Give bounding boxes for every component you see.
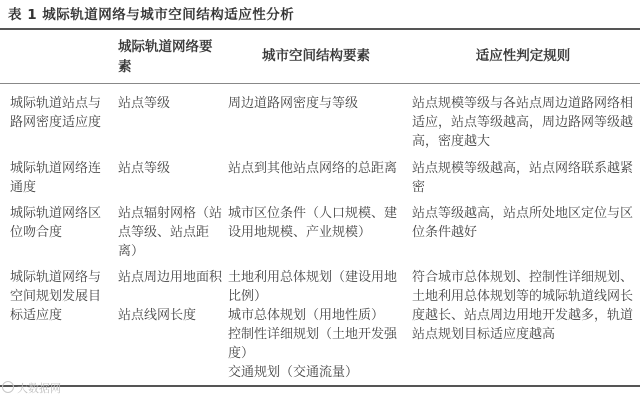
row2-rule: 站点规模等级越高，站点网络联系越紧密 (412, 161, 634, 195)
row3-indicator: 城际轨道网络区位吻合度 (10, 206, 102, 240)
header-spatial-elements: 城市空间结构要素 (262, 48, 370, 64)
watermark-logo-icon (2, 381, 14, 393)
header-rule (0, 83, 640, 84)
row2-spatial-element: 站点到其他站点网络的总距离 (228, 161, 398, 176)
bottom-rule (0, 385, 640, 387)
row1-indicator: 城际轨道站点与路网密度适应度 (10, 96, 102, 130)
row4-network-element-length: 站点线网长度 (118, 308, 197, 323)
top-rule (0, 28, 640, 30)
row1-network-element: 站点等级 (118, 96, 171, 111)
row4-rule: 符合城市总体规划、控制性详细规划、土地利用总体规划等的城际轨道线网长度越长、站点周边用地开发越多，轨道站点规划目标适应度越高 (412, 270, 634, 342)
row4-spatial-traffic-plan: 交通规划（交通流量） (228, 365, 359, 380)
watermark-text: 大数据网 (17, 382, 61, 395)
row3-spatial-element: 城市区位条件（人口规模、建设用地规模、产业规模） (228, 206, 398, 240)
row4-spatial-land-use: 土地利用总体规划（建设用地比例） (228, 270, 398, 304)
row2-network-element: 站点等级 (118, 161, 171, 176)
row4-indicator: 城际轨道网络与空间规划发展目标适应度 (10, 270, 102, 323)
row4-spatial-regulatory-plan: 控制性详细规划（土地开发强度） (228, 327, 398, 361)
header-network-elements: 城际轨道网络要素 (118, 39, 213, 75)
row4-network-element-area: 站点周边用地面积 (118, 270, 223, 285)
row1-rule: 站点规模等级与各站点周边道路网络相适应，站点等级越高，周边路网等级越高，密度越大 (412, 96, 634, 149)
row1-spatial-element: 周边道路网密度与等级 (228, 96, 359, 111)
table-caption: 表 1 城际轨道网络与城市空间结构适应性分析 (8, 7, 295, 23)
row2-indicator: 城际轨道网络连通度 (10, 161, 102, 195)
row4-spatial-master-plan: 城市总体规划（用地性质） (228, 308, 385, 323)
watermark (2, 380, 61, 396)
row3-network-element: 站点辐射网格（站点等级、站点距离） (118, 206, 223, 259)
header-rules: 适应性判定规则 (475, 48, 571, 64)
row3-rule: 站点等级越高，站点所处地区定位与区位条件越好 (412, 206, 634, 240)
